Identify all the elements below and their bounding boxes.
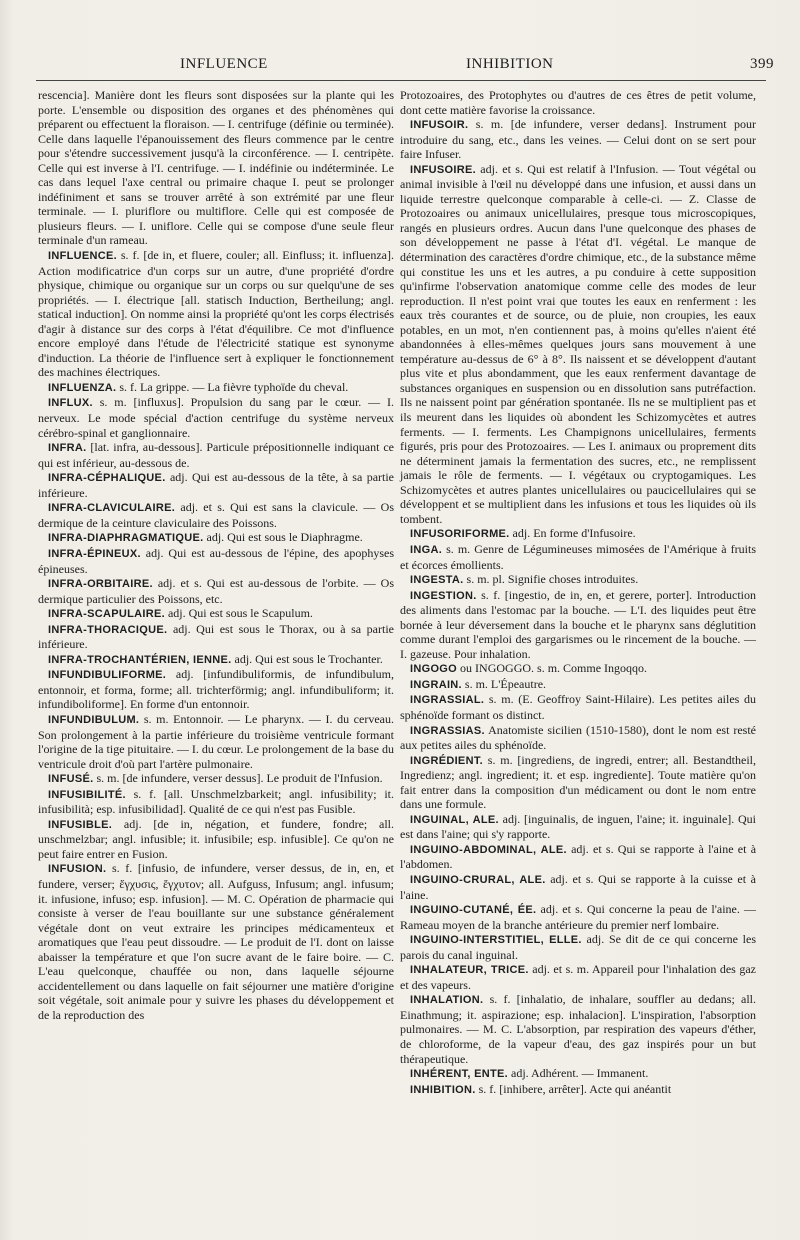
dictionary-entry	[38, 622, 394, 652]
entry-headword: INGUINO-CUTANÉ, ÉE.	[410, 904, 537, 917]
entry-definition: Anatomiste sicilien (1510-1580), dont le nom est resté aux petites ailes du sphénoïde.	[400, 722, 757, 753]
entry-headword: INFRA.	[48, 442, 87, 455]
entry-definition: s. m. pl. Signifie choses introduites.	[466, 572, 639, 587]
entry-definition: s. m. [de infundere, verser dedans]. Instrument pour introduire du sang, etc., dans les veines. — Celui dont on se sert pour faire Infuser.	[400, 117, 756, 162]
entry-definition: adj. et s. Qui se rapporte à la cuisse et à l'aine.	[400, 871, 757, 902]
dictionary-entry	[400, 692, 756, 722]
entry-definition: adj. [infundibuliformis, de infundibulum, entonnoir, et forma, forme; all. trichterförmig; angl. infundibuliform; it. infundiboliforme]. En forme d'un entonnoir.	[38, 667, 394, 712]
entry-headword: INGRASSIAS.	[410, 724, 485, 737]
entry-headword: INFUNDIBULUM.	[48, 713, 140, 726]
header-left-headword: INFLUENCE	[180, 56, 268, 72]
entry-headword: INGRAIN.	[410, 678, 462, 691]
entry-headword: INGESTION.	[410, 589, 477, 602]
entry-headword: INFUSÉ.	[48, 773, 94, 786]
entry-headword: INGRASSIAL.	[410, 694, 485, 707]
dictionary-entry	[400, 842, 756, 872]
entry-headword: INGUINAL, ALE.	[410, 813, 499, 826]
dictionary-entry	[400, 992, 756, 1066]
entry-definition: adj. Se dit de ce qui concerne les parois du canal inguinal.	[400, 932, 757, 962]
entry-headword: INFRA-DIAPHRAGMATIQUE.	[48, 532, 204, 545]
entry-definition: adj. et s. m. Appareil pour l'inhalation des gaz et des vapeurs.	[400, 962, 756, 992]
dictionary-entry	[400, 872, 756, 902]
entry-headword: INFLUX.	[48, 397, 93, 410]
dictionary-entry	[400, 526, 756, 542]
dictionary-entry	[400, 1082, 756, 1098]
entry-headword: INFLUENZA.	[48, 381, 117, 394]
dictionary-entry	[38, 861, 394, 1022]
entry-headword: INFRA-ORBITAIRE.	[48, 578, 153, 591]
dictionary-entry	[400, 117, 756, 162]
entry-headword: INFRA-SCAPULAIRE.	[48, 608, 165, 621]
entry-definition: s. m. (E. Geoffroy Saint-Hilaire). Les petites ailes du sphénoïde formant os distinct.	[400, 692, 757, 722]
dictionary-entry	[38, 606, 394, 622]
entry-definition: adj. et s. Qui se rapporte à l'aine et à l'abdomen.	[400, 841, 757, 872]
entry-definition: s. f. [infusio, de infundere, verser dessus, de in, en, et fundere, verser; ἔγχυσις, ἔγχυτον; all. Aufguss, Infusum; angl. infusum; it. infusione, infuso; esp. infusion]. — M. C. Opération de pharmacie qui consiste à verser de l'eau bouillante sur une substance généralement végétale dont on veut extraire les principes médicamenteux et aromatiques que l'eau peut dissoudre. — Le produit de l'I. dont on laisse abaisser la température et que l'on sucre avant de le faire boire. — C. L'eau quelconque, chauffée ou non, dans laquelle séjourne accidentellement ou dans laquelle on fait séjourner une matière d'origine soit végétale, soit animale pour y suivre les phases du développement et de la reproduction des	[38, 861, 395, 1022]
entry-definition: adj. Qui est sous le Scapulum.	[167, 606, 313, 621]
entry-headword: INGUINO-CRURAL, ALE.	[410, 873, 546, 886]
entry-headword: INGESTA.	[410, 574, 464, 587]
entry-headword: INFRA-CÉPHALIQUE.	[48, 472, 166, 485]
dictionary-entry	[38, 88, 394, 248]
entry-headword: INHÉRENT, ENTE.	[410, 1068, 509, 1081]
dictionary-entry	[400, 661, 756, 677]
entry-headword: INFLUENCE.	[48, 250, 117, 263]
dictionary-entry	[38, 440, 394, 470]
entry-definition: adj. En forme d'Infusoire.	[512, 526, 636, 541]
left-column	[38, 88, 394, 1022]
dictionary-entry	[38, 576, 394, 606]
entry-definition: adj. Qui est au-dessous de l'épine, des apophyses épineuses.	[38, 545, 394, 576]
page-number: 399	[750, 56, 774, 72]
dictionary-entry	[38, 652, 394, 668]
entry-definition: adj. Qui est sous le Diaphragme.	[206, 530, 363, 545]
entry-headword: INFUSIBILITÉ.	[48, 788, 126, 801]
entry-headword: INFUSION.	[48, 863, 107, 876]
entry-definition: s. m. [influxus]. Propulsion du sang par le cœur. — I. nerveux. Le mode spécial d'action centrifuge du système nerveux cérébro-spinal et ganglionnaire.	[38, 395, 395, 440]
entry-headword: INGUINO-ABDOMINAL, ALE.	[410, 843, 567, 856]
entry-headword: INGA.	[410, 543, 443, 556]
dictionary-entry	[38, 470, 394, 500]
entry-definition: adj. Adhérent. — Immanent.	[511, 1066, 649, 1081]
dictionary-entry	[38, 248, 394, 380]
dictionary-entry	[38, 546, 394, 576]
dictionary-entry	[38, 500, 394, 530]
entry-headword: INFUSIBLE.	[48, 818, 113, 831]
entry-headword: INGUINO-INTERSTITIEL, ELLE.	[410, 934, 582, 947]
header-center-headword: INHIBITION	[466, 56, 554, 72]
entry-definition: s. f. La grippe. — La fièvre typhoïde du cheval.	[119, 379, 349, 394]
dictionary-entry	[38, 395, 394, 440]
dictionary-entry	[400, 902, 756, 932]
entry-headword: INFRA-CLAVICULAIRE.	[48, 502, 176, 515]
dictionary-entry	[400, 542, 756, 572]
dictionary-entry	[400, 572, 756, 588]
entry-definition: s. f. [de in, et fluere, couler; all. Einfluss; it. influenza]. Action modificatrice d'un corps sur un autre, d'une propriété d'ordre physique, chimique ou organique sur un corps ou sur quelqu'une de ses propriétés. — I. électrique [all. statisch Induction, Bertheilung; angl. statical induction]. On nomme ainsi la propriété qu'ont les corps électrisés d'agir à distance sur des corps à l'état d'équilibre. Ce mot d'influence encore employé dans l'étude de l'électricité statique est synonyme d'induction. La théorie de l'influence sert à expliquer le fonctionnement des machines électriques.	[38, 248, 395, 380]
entry-headword: INFRA-TROCHANTÉRIEN, IENNE.	[48, 653, 232, 666]
entry-headword: INFUSOIR.	[410, 119, 469, 132]
entry-definition: s. m. L'Épeautre.	[464, 676, 547, 691]
entry-definition: adj. et s. Qui est au-dessous de l'orbite. — Os dermique particulier des Poissons, etc.	[38, 576, 394, 606]
entry-headword: INHALATION.	[410, 994, 484, 1007]
entry-definition: s. m. Genre de Légumineuses mimosées de l'Amérique à fruits et écorces émollients.	[400, 541, 757, 572]
entry-definition: [lat. infra, au-dessous]. Particule prépositionnelle indiquant ce qui est inférieur, au-dessous de.	[38, 440, 395, 470]
entry-definition: adj. [de in, négation, et fundere, fondre; all. unschmelzbar; angl. infusible; it. infusibile; esp. infusible]. Ce qu'on ne peut faire entrer en Fusion.	[38, 816, 395, 861]
entry-headword: INFUSOIRE.	[410, 163, 476, 176]
dictionary-entry	[38, 771, 394, 787]
dictionary-entry	[38, 380, 394, 396]
entry-definition: adj. Qui est sous le Trochanter.	[234, 651, 383, 666]
entry-definition: rescencia]. Manière dont les fleurs sont disposées sur la plante qui les porte. L'ensemble ou disposition des organes et des phénomènes qui préparent ou effectuent la floraison. — I. centrifuge (définie ou terminée). Celle dans laquelle l'épanouissement des fleurs commence par le centre pour s'étendre successivement jusqu'à la circonférence. — I. centripète. Celle qui est inverse à l'I. centrifuge. — I. indéfinie ou indéterminée. Le cas dans lequel l'axe central ou primaire chaque I. peut se prolonger indéfiniment et sans se trouver arrêté à son extrémité par une fleur terminale. — I. pluriflore ou multiflore. Celle qui est composée de plusieurs fleurs. — I. uniflore. Celle qui se compose d'une seule fleur terminale d'un rameau.	[38, 88, 394, 248]
header-rule	[36, 80, 766, 81]
entry-definition: adj. [inguinalis, de inguen, l'aine; it. inguinale]. Qui est dans l'aine; qui s'y rapporte.	[400, 811, 757, 842]
dictionary-entry	[400, 723, 756, 753]
entry-definition: adj. et s. Qui est sans la clavicule. — Os dermique de la ceinture claviculaire des Poissons.	[38, 500, 394, 530]
entry-definition: adj. et s. Qui concerne la peau de l'aine. — Rameau moyen de la branche antérieure du premier nerf lombaire.	[400, 902, 757, 932]
dictionary-entry	[400, 1066, 756, 1082]
dictionary-entry	[400, 88, 756, 117]
entry-definition: adj. et s. Qui est relatif à l'Infusion. — Tout végétal ou animal invisible à l'œil nu développé dans une infusion, et aussi dans un liquide terrestre quelconque comparable à celle-ci. — Z. Classe de Protozoaires ou animaux unicellulaires, presque tous microscopiques, rangés en plusieurs ordres. Aucun dans l'une quelconque des phases de son développement ne passe à l'état d'I. végétal. Le manque de détermination des caractères d'ordre chimique, etc., de la substance même qui constitue les uns et les autres, a pu conduire à cette supposition qu'infirme l'observation anatomique comme celle des modes de leur reproduction. Il n'est point vrai que toutes les eaux en renferment : les eaux très courantes et de source, ou de pluie, non croupies, les eaux potables, en un mot, n'en contiennent pas, à moins qu'elles n'aient été abandonnées à elles-mêmes quelques jours sans mouvement à une température au-dessus de 6° à 8°. Ils naissent et se développent d'autant plus vite et plus abondamment, que les eaux renferment davantage de substances organiques en suspension ou en dissolution sans putréfaction. Ils ne naissent point par génération spontanée. Ils ne se multiplient pas et ils meurent dans les liquides où abondent les Schizomycètes et autres ferments. — I. ferments. Les Champignons unicellulaires, ferments figurés, pris pour des Protozoaires. — Les I. animaux ou proprement dits ne déterminent jamais la fermentation des sucres, etc., ne remplissent jamais le rôle de ferments. — I. végétaux ou cryptogamiques. Les Schizomycètes et autres plantes unicellulaires ou paucicellulaires qui se développent et se multiplient dans les infusions et tous les liquides où ils tombent.	[400, 161, 757, 526]
entry-definition: adj. Qui est sous le Thorax, ou à sa partie inférieure.	[38, 621, 394, 652]
dictionary-entry	[400, 753, 756, 812]
entry-headword: INHIBITION.	[410, 1083, 476, 1096]
entry-definition: s. m. [de infundere, verser dessus]. Le produit de l'Infusion.	[96, 771, 383, 786]
entry-definition: s. m. [ingrediens, de ingredi, entrer; all. Bestandtheil, Ingredienz; angl. ingredient; it. et esp. ingrediente]. Toute matière qu'on fait entrer dans la composition d'un médicament ou dont le nom entre dans une formule.	[400, 752, 756, 812]
dictionary-entry	[400, 162, 756, 527]
dictionary-entry	[400, 677, 756, 693]
dictionary-entry	[38, 712, 394, 771]
entry-headword: INHALATEUR, TRICE.	[410, 964, 529, 977]
dictionary-entry	[38, 787, 394, 817]
right-column	[400, 88, 756, 1097]
dictionary-entry	[400, 588, 756, 662]
entry-headword: INFUNDIBULIFORME.	[48, 669, 167, 682]
entry-headword: INFRA-ÉPINEUX.	[48, 547, 141, 560]
entry-headword: INFUSORIFORME.	[410, 528, 510, 541]
entry-headword: INFRA-THORACIQUE.	[48, 623, 168, 636]
dictionary-entry	[400, 932, 756, 962]
entry-definition: s. m. Entonnoir. — Le pharynx. — I. du cerveau. Son prolongement à la partie inférieure du troisième ventricule formant l'origine de la tige pituitaire. — I. du cœur. Le prolongement de la base du ventricule droit d'où part l'artère pulmonaire.	[38, 711, 394, 771]
dictionary-entry	[400, 812, 756, 842]
entry-headword: INGOGO	[410, 663, 458, 676]
entry-definition: ou INGOGGO. s. m. Comme Ingoqqo.	[460, 661, 648, 676]
entry-definition: adj. Qui est au-dessous de la tête, à sa partie inférieure.	[38, 470, 395, 500]
dictionary-entry	[400, 962, 756, 992]
entry-definition: s. f. [all. Unschmelzbarkeit; angl. infusibility; it. infusibilità; esp. infusibilidad]. Qualité de ce qui n'est pas Fusible.	[38, 786, 395, 817]
dictionary-entry	[38, 530, 394, 546]
dictionary-entry	[38, 817, 394, 862]
running-header	[0, 56, 800, 80]
entry-definition: s. f. [inhibere, arrêter]. Acte qui anéantit	[478, 1081, 672, 1096]
entry-headword: INGRÉDIENT.	[410, 754, 483, 767]
entry-definition: s. f. [inhalatio, de inhalare, souffler au dedans; all. Einathmung; it. aspirazione; esp. inhalacion]. L'inspiration, l'absorption pulmonaires. — M. C. L'absorption, par respiration des vapeurs d'éther, de chloroforme, de la vapeur d'eau, des gaz inspirés pour un but thérapeutique.	[400, 992, 756, 1066]
dictionary-entry	[38, 667, 394, 712]
entry-definition: s. f. [ingestio, de in, en, et gerere, porter]. Introduction des aliments dans l'estomac par la bouche. — L'I. des liquides peut être bornée à leur déversement dans la bouche et le pharynx sans déglutition comme durant l'emploi des gargarismes ou le rincement de la bouche. — I. gazeuse. Pour inhalation.	[400, 587, 757, 661]
entry-definition: Protozoaires, des Protophytes ou d'autres de ces êtres de petit volume, dont cette matière favorise la croissance.	[400, 88, 756, 117]
